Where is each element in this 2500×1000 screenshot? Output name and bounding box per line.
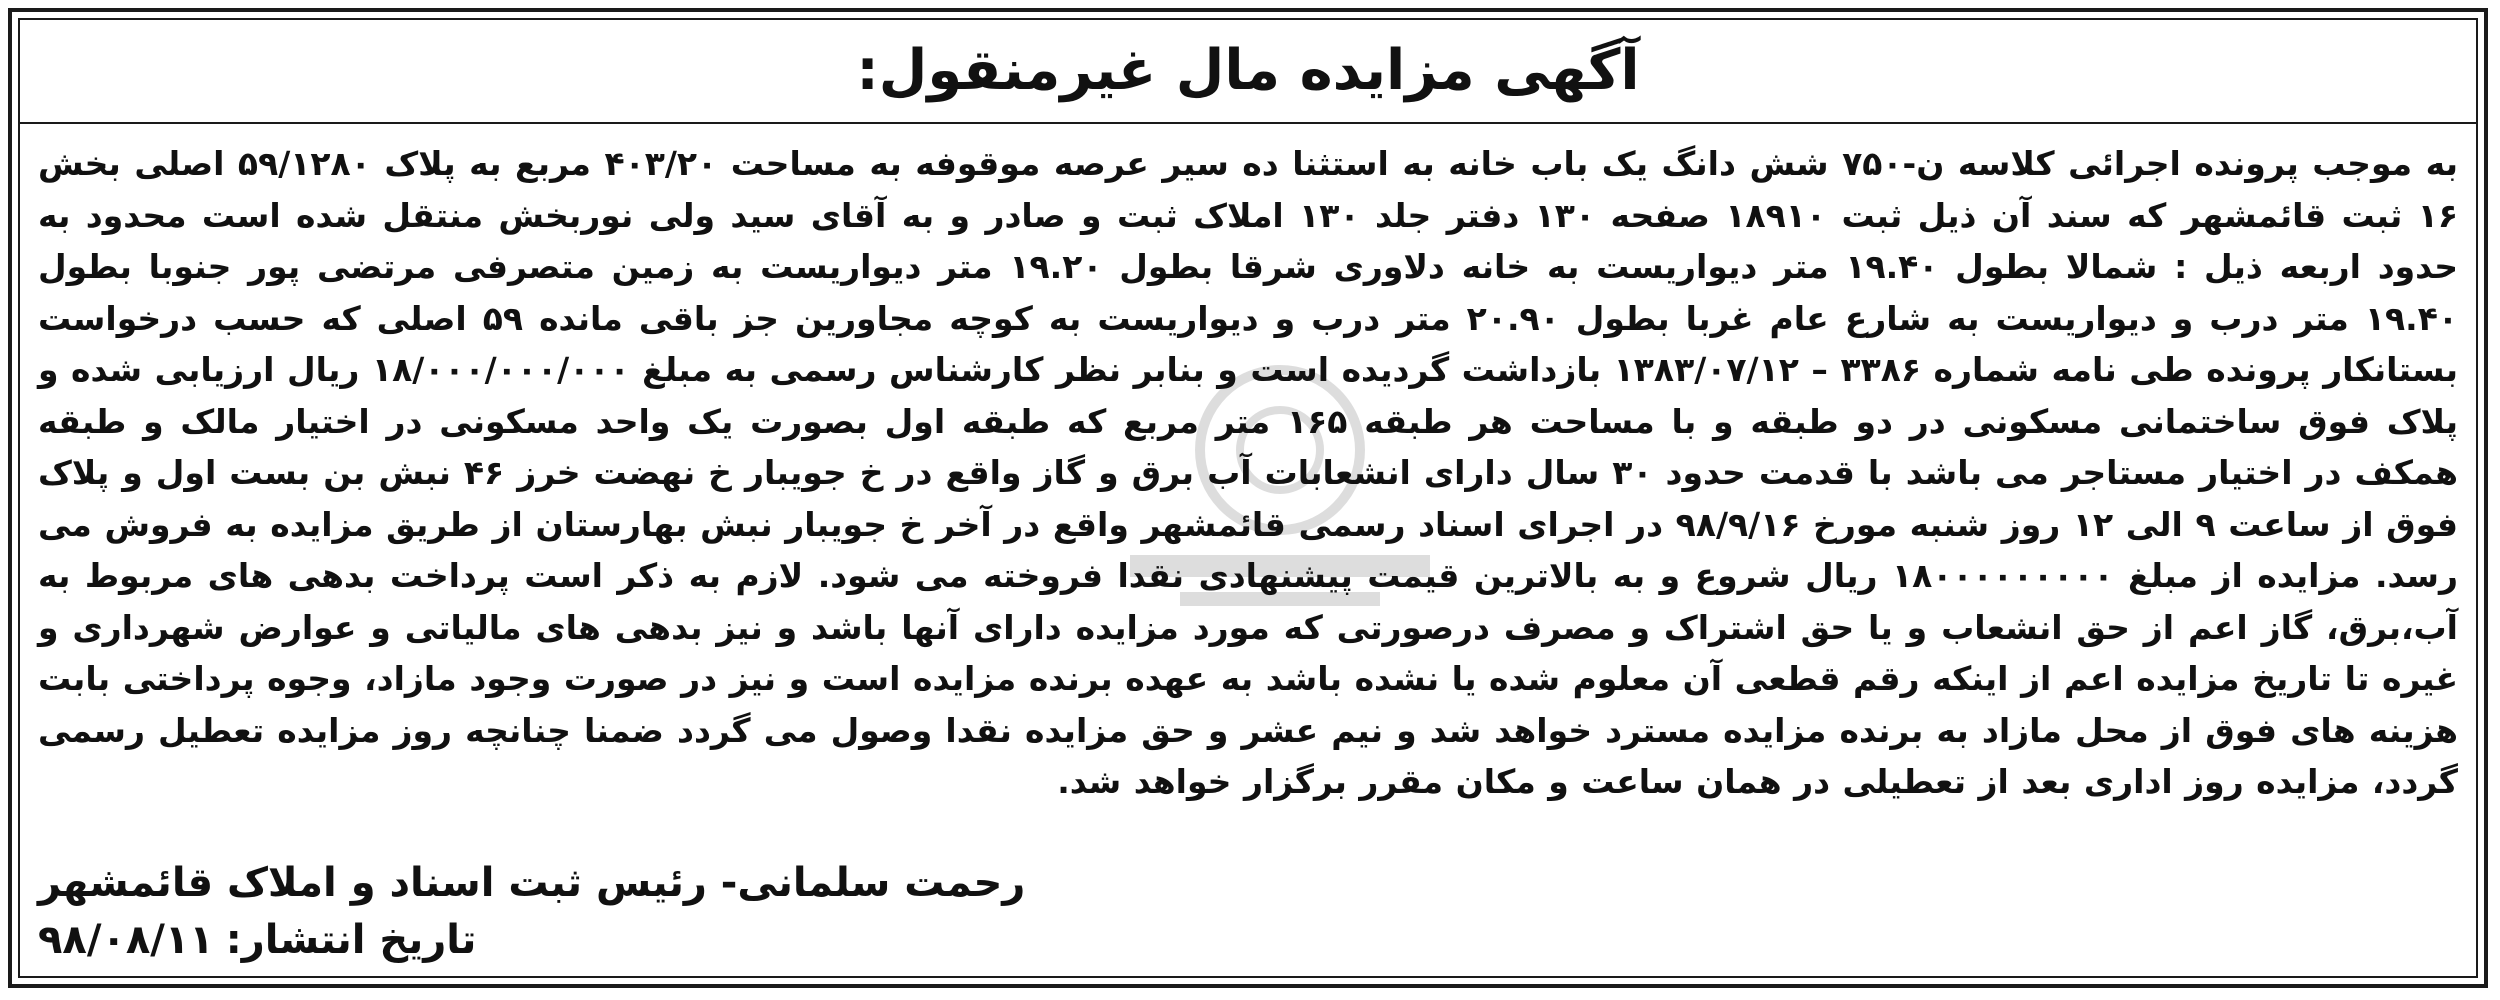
- publication-date: ۹۸/۰۸/۱۱: [38, 917, 214, 963]
- notice-title: آگهی مزایده مال غیرمنقول:: [856, 38, 1640, 103]
- notice-body: به موجب پرونده اجرائی کلاسه ن-۷۵۰ شش دانگ یک باب خانه به استثنا ده سیر عرصه موقوفه به مساحت ۴۰۳/۲۰ مربع به پلاک ۵۹/۱۲۸۰ اصلی بخش ۱۶ ثبت قائمشهر که سند آن ذیل ثبت ۱۸۹۱۰ صفحه ۱۳۰ دفتر جلد ۱۳۰ املاک ثبت و صادر و به آقای سید ولی نوربخش منتقل شده است محدود به حدود اربعه ذیل : شمالا بطول ۱۹.۴۰ متر دیواریست به خانه دلاوری شرقا بطول ۱۹.۲۰ متر دیواریست به زمین متصرفی مرتضی پور جنوبا بطول ۱۹.۴۰ متر درب و دیواریست به شارع عام غربا بطول ۲۰.۹۰ متر درب و دیواریست به کوچه مجاورین جز باقی مانده ۵۹ اصلی که حسب درخواست بستانکار پرونده طی نامه شماره ۳۳۸۶ – ۱۳۸۳/۰۷/۱۲ بازداشت گردیده است و بنابر نظر کارشناس رسمی به مبلغ ۱۸/۰۰۰/۰۰۰/۰۰۰ ریال ارزیابی شده و پلاک فوق ساختمانی مسکونی در دو طبقه و با مساحت هر طبقه ۱۶۵ متر مربع که طبقه اول بصورت یک واحد مسکونی در اختیار مالک و طبقه همکف در اختیار مستاجر می باشد با قدمت حدود ۳۰ سال دارای انشعابات آب برق و گاز واقع در خ جویبار خ نهضت خرز ۴۶ نبش بن بست اول و پلاک فوق از ساعت ۹ الی ۱۲ روز شنبه مورخ ۹۸/۹/۱۶ در اجرای اسناد رسمی قائمشهر واقع در آخر خ جویبار نبش بهارستان از طریق مزایده به فروش می رسد. مزایده از مبلغ ۱۸۰۰۰۰۰۰۰۰۰ ریال شروع و به بالاترین قیمت پیشنهادی نقدا فروخته می شود. لازم به ذکر است پرداخت بدهی های مربوط به آب،برق، گاز اعم از حق انشعاب و یا حق اشتراک و مصرف درصورتی که مورد مزایده دارای آنها باشد و نیز بدهی های مالیاتی و عوارض شهرداری و غیره تا تاریخ مزایده اعم از اینکه رقم قطعی آن معلوم شده یا نشده باشد به عهده برنده مزایده است و نیز در صورت وجود مازاد، وجوه پرداختی بابت هزینه های فوق از محل مازاد به برنده مزایده مسترد خواهد شد و نیم عشر و حق مزایده نقدا وصول می گردد ضمنا چنانچه روز مزایده تعطیل رسمی گردد، مزایده روز اداری بعد از تعطیلی در همان ساعت و مکان مقرر برگزار خواهد شد.: [38, 144, 2458, 801]
- signature: رحمت سلمانی- رئیس ثبت اسناد و املاک قائمشهر: [38, 860, 1026, 906]
- title-bar: [20, 20, 2476, 124]
- publication-line: [38, 912, 2458, 968]
- publication-label: تاریخ انتشار:: [225, 917, 477, 963]
